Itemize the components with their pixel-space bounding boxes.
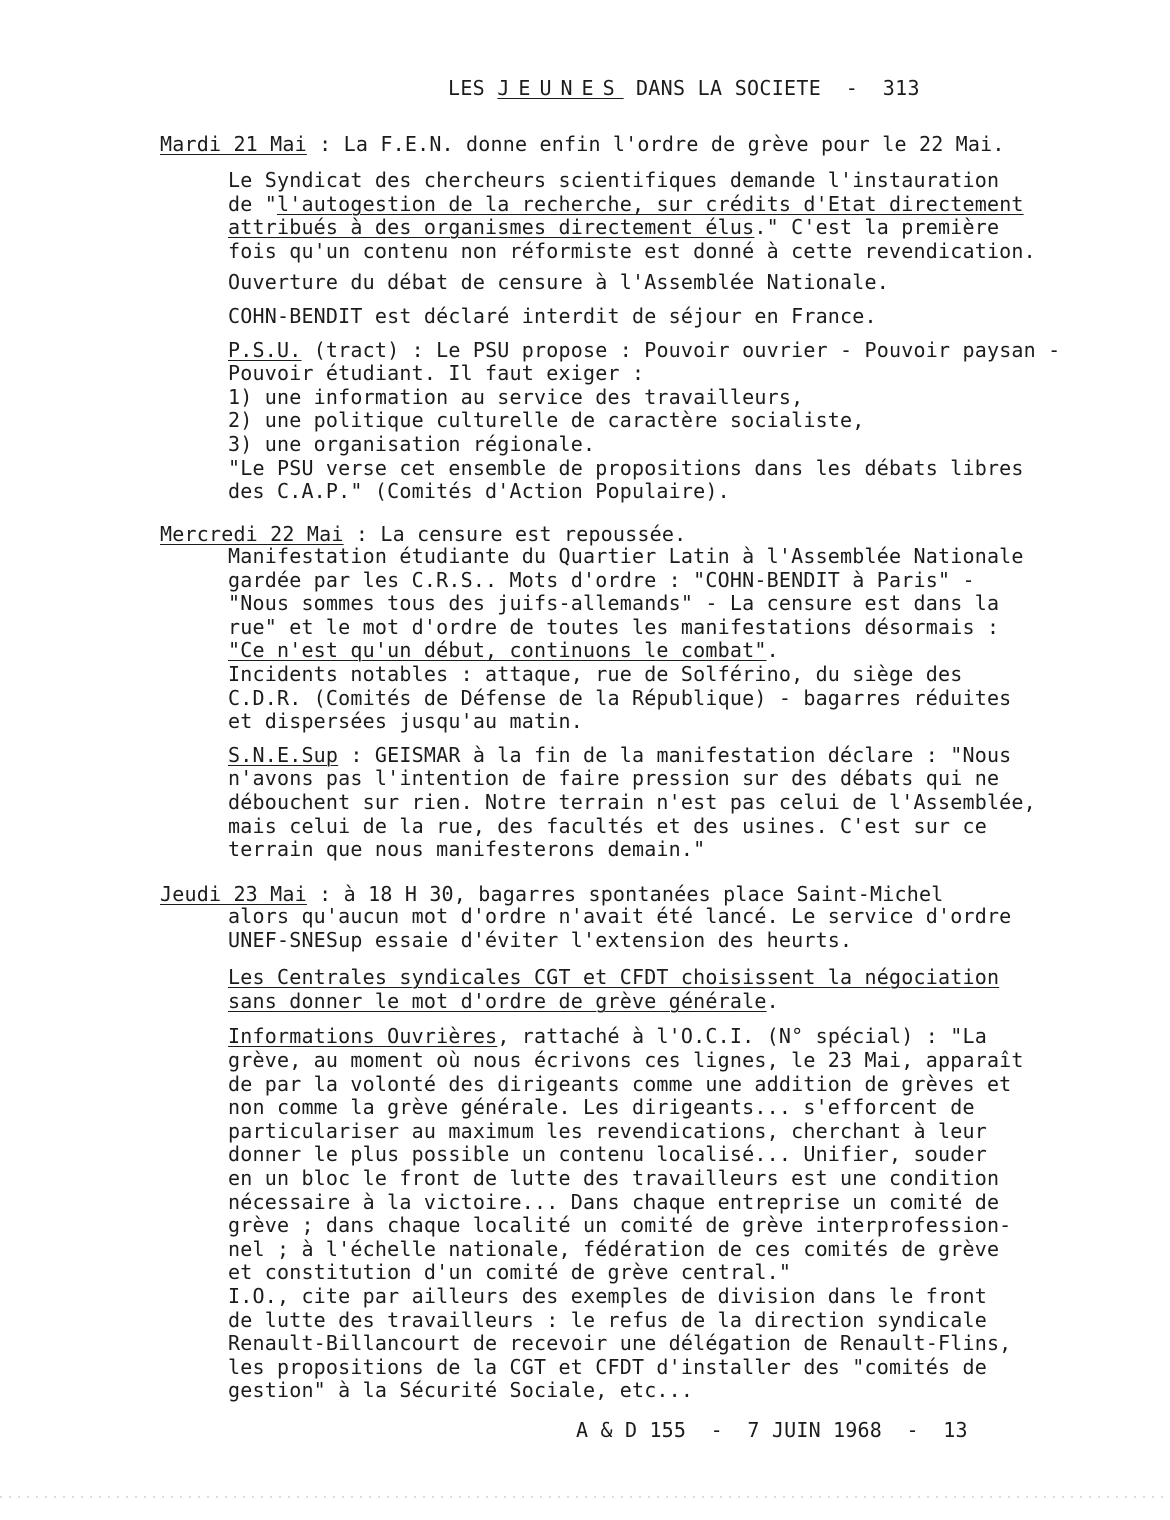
body-line: "Nous sommes tous des juifs-allemands" - La censure est dans la	[228, 591, 1000, 615]
body-line: et constitution d'un comité de grève central."	[228, 1260, 792, 1284]
body-line: de par la volonté des dirigeants comme une addition de grèves et	[228, 1072, 1012, 1096]
entry-date: Mardi 21 Mai	[160, 132, 307, 156]
body-line: les propositions de la CGT et CFDT d'installer des "comités de	[228, 1355, 987, 1379]
entry-first-line: : à 18 H 30, bagarres spontanées place Saint-Michel	[306, 882, 944, 906]
body-line: C.D.R. (Comités de Défense de la République) - bagarres réduites	[228, 686, 1012, 710]
body-line: de lutte des travailleurs : le refus de la direction syndicale	[228, 1308, 987, 1332]
body-line: sans donner le mot d'ordre de grève générale.	[228, 989, 779, 1013]
body-line: terrain que nous manifesterons demain."	[228, 837, 706, 861]
body-line: de "l'autogestion de la recherche, sur crédits d'Etat directement	[228, 192, 1024, 216]
body-line: Pouvoir étudiant. Il faut exiger :	[228, 361, 645, 385]
body-line: 2) une politique culturelle de caractère socialiste,	[228, 408, 865, 432]
body-line: mais celui de la rue, des facultés et des usines. C'est sur ce	[228, 814, 987, 838]
body-line: non comme la grève générale. Les dirigeants... s'efforcent de	[228, 1095, 975, 1119]
entry-heading-mercredi	[160, 522, 686, 546]
entry-heading-mardi	[160, 132, 1005, 156]
body-line: des C.A.P." (Comités d'Action Populaire).	[228, 479, 730, 503]
header-suffix: DANS LA SOCIETE - 313	[623, 76, 920, 100]
body-line: 1) une information au service des travailleurs,	[228, 385, 804, 409]
body-line: Le Syndicat des chercheurs scientifiques demande l'instauration	[228, 168, 1000, 192]
body-line: Manifestation étudiante du Quartier Latin à l'Assemblée Nationale	[228, 544, 1024, 568]
entry-date: Mercredi 22 Mai	[160, 522, 344, 546]
body-line: "Le PSU verse cet ensemble de propositions dans les débats libres	[228, 456, 1024, 480]
body-line: COHN-BENDIT est déclaré interdit de séjour en France.	[228, 304, 877, 328]
body-line: Renault-Billancourt de recevoir une délégation de Renault-Flins,	[228, 1331, 1012, 1355]
body-line: et dispersées jusqu'au matin.	[228, 709, 583, 733]
scan-noise-line	[0, 1496, 1170, 1498]
body-line: P.S.U. (tract) : Le PSU propose : Pouvoir ouvrier - Pouvoir paysan -	[228, 338, 1061, 362]
body-line: gardée par les C.R.S.. Mots d'ordre : "COHN-BENDIT à Paris" -	[228, 568, 975, 592]
body-line: rue" et le mot d'ordre de toutes les manifestations désormais :	[228, 615, 1000, 639]
body-line: n'avons pas l'intention de faire pression sur des débats qui ne	[228, 766, 1000, 790]
body-line: en un bloc le front de lutte des travailleurs est une condition	[228, 1166, 1000, 1190]
entry-heading-jeudi	[160, 882, 943, 906]
body-line: alors qu'aucun mot d'ordre n'avait été lancé. Le service d'ordre	[228, 904, 1012, 928]
body-line: grève ; dans chaque localité un comité de grève interprofession-	[228, 1213, 1012, 1237]
running-header	[448, 76, 920, 100]
header-word: JEUNES	[497, 76, 624, 100]
body-line: fois qu'un contenu non réformiste est donné à cette revendication.	[228, 239, 1036, 263]
body-line: nécessaire à la victoire... Dans chaque entreprise un comité de	[228, 1190, 1000, 1214]
body-line: Ouverture du débat de censure à l'Assemblée Nationale.	[228, 270, 890, 294]
header-prefix: LES	[448, 76, 498, 100]
body-line: S.N.E.Sup : GEISMAR à la fin de la manifestation déclare : "Nous	[228, 743, 1012, 767]
body-line: gestion" à la Sécurité Sociale, etc...	[228, 1378, 694, 1402]
body-line: particulariser au maximum les revendications, cherchant à leur	[228, 1119, 987, 1143]
body-line: nel ; à l'échelle nationale, fédération de ces comités de grève	[228, 1237, 1000, 1261]
body-line: attribués à des organismes directement élus." C'est la première	[228, 215, 1000, 239]
body-line: Incidents notables : attaque, rue de Solférino, du siège des	[228, 662, 963, 686]
body-line: débouchent sur rien. Notre terrain n'est pas celui de l'Assemblée,	[228, 790, 1036, 814]
entry-first-line: : La F.E.N. donne enfin l'ordre de grève pour le 22 Mai.	[306, 132, 1005, 156]
page-footer: A & D 155 - 7 JUIN 1968 - 13	[576, 1418, 968, 1442]
body-line: Les Centrales syndicales CGT et CFDT choisissent la négociation	[228, 965, 1000, 989]
body-line: I.O., cite par ailleurs des exemples de division dans le front	[228, 1284, 987, 1308]
entry-first-line: : La censure est repoussée.	[343, 522, 687, 546]
body-line: "Ce n'est qu'un début, continuons le combat".	[228, 638, 779, 662]
entry-date: Jeudi 23 Mai	[160, 882, 307, 906]
body-line: UNEF-SNESup essaie d'éviter l'extension des heurts.	[228, 928, 853, 952]
body-line: donner le plus possible un contenu localisé... Unifier, souder	[228, 1142, 987, 1166]
body-line: grève, au moment où nous écrivons ces lignes, le 23 Mai, apparaît	[228, 1048, 1024, 1072]
body-line: 3) une organisation régionale.	[228, 432, 596, 456]
body-line: Informations Ouvrières, rattaché à l'O.C.I. (N° spécial) : "La	[228, 1024, 987, 1048]
